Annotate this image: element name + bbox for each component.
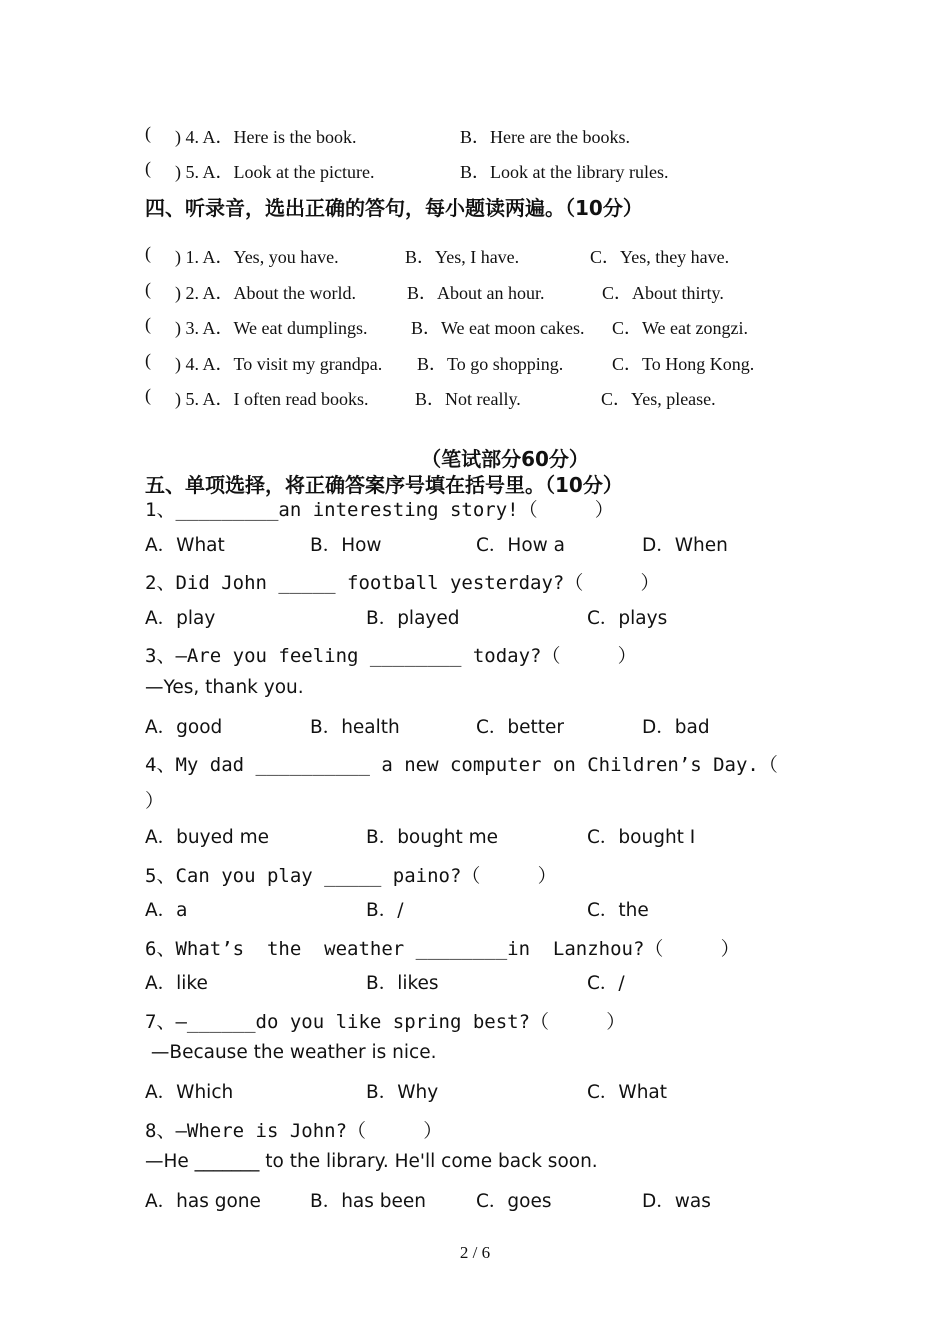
answer-paren: ( xyxy=(145,123,151,143)
question-3-stem: 3、—Are you feeling ________ today?（ ） xyxy=(145,645,637,667)
option-a: ) 4. A．Here is the book. xyxy=(175,127,357,147)
answer-paren: ( xyxy=(145,243,151,263)
option-d: D．When xyxy=(642,535,728,556)
option-c: C．Yes, they have. xyxy=(590,247,730,267)
option-a: ) 3. A．We eat dumplings. xyxy=(175,318,368,338)
option-b: B．likes xyxy=(366,973,439,994)
option-a: A．has gone xyxy=(145,1191,261,1212)
section-5-heading: 五、单项选择，将正确答案序号填在括号里。（10分） xyxy=(145,473,623,497)
option-a: A．buyed me xyxy=(145,827,269,848)
option-a: A．What xyxy=(145,535,225,556)
option-c: C．plays xyxy=(587,608,668,629)
option-c: C．bought I xyxy=(587,827,696,848)
option-b: B．Look at the library rules. xyxy=(460,162,669,182)
option-a: ) 5. A．I often read books. xyxy=(175,389,369,409)
option-b: B．Yes, I have. xyxy=(405,247,520,267)
option-a: A．like xyxy=(145,973,208,994)
question-8-stem: 8、—Where is John?（ ） xyxy=(145,1120,443,1142)
option-a: A．Which xyxy=(145,1082,234,1103)
option-b: B．/ xyxy=(366,900,404,921)
option-c: C．To Hong Kong. xyxy=(612,354,755,374)
question-6-stem: 6、What’s the weather ________in Lanzhou?（ ） xyxy=(145,938,740,960)
option-b: B．bought me xyxy=(366,827,498,848)
option-c: C．Yes, please. xyxy=(601,389,716,409)
option-a: ) 2. A．About the world. xyxy=(175,283,356,303)
option-a: A．play xyxy=(145,608,216,629)
option-b: B．Why xyxy=(366,1082,439,1103)
option-c: C．better xyxy=(476,717,565,738)
option-a: ) 4. A．To visit my grandpa. xyxy=(175,354,383,374)
question-3-answer: —Yes, thank you. xyxy=(145,677,304,698)
question-2-stem: 2、Did John _____ football yesterday?（ ） xyxy=(145,572,660,594)
written-part-title: （笔试部分60分） xyxy=(421,447,589,471)
option-d: D．was xyxy=(642,1191,711,1212)
option-a: ) 1. A．Yes, you have. xyxy=(175,247,339,267)
section-4-heading: 四、听录音，选出正确的答句，每小题读两遍。（10分） xyxy=(145,196,643,220)
option-c: C．goes xyxy=(476,1191,552,1212)
option-c: C．We eat zongzi. xyxy=(612,318,749,338)
question-4-stem: 4、My dad __________ a new computer on Children’s Day.（ xyxy=(145,754,778,776)
question-4-stem-cont: ） xyxy=(145,790,165,812)
question-7-answer: —Because the weather is nice. xyxy=(145,1042,437,1063)
option-b: B．played xyxy=(366,608,460,629)
option-c: C．the xyxy=(587,900,649,921)
option-c: C．About thirty. xyxy=(602,283,724,303)
option-a: A．good xyxy=(145,717,223,738)
answer-paren: ( xyxy=(145,350,151,370)
option-b: B．How xyxy=(310,535,382,556)
answer-paren: ( xyxy=(145,158,151,178)
question-7-stem: 7、—______do you like spring best?（ ） xyxy=(145,1011,626,1033)
option-c: C．What xyxy=(587,1082,668,1103)
question-1-stem: 1、_________an interesting story!（ ） xyxy=(145,499,614,521)
answer-paren: ( xyxy=(145,385,151,405)
option-b: B．We eat moon cakes. xyxy=(411,318,585,338)
option-b: B．has been xyxy=(310,1191,427,1212)
option-b: B．To go shopping. xyxy=(417,354,564,374)
page-number: 2 / 6 xyxy=(459,1243,491,1262)
answer-paren: ( xyxy=(145,279,151,299)
option-b: B．health xyxy=(310,717,400,738)
question-8-answer: —He _______ to the library. He'll come back soon. xyxy=(145,1151,598,1172)
question-5-stem: 5、Can you play _____ paino?（ ） xyxy=(145,865,557,887)
option-d: D．bad xyxy=(642,717,710,738)
option-c: C．/ xyxy=(587,973,625,994)
option-b: B．Here are the books. xyxy=(460,127,630,147)
option-b: B．About an hour. xyxy=(407,283,545,303)
option-a: A．a xyxy=(145,900,188,921)
answer-paren: ( xyxy=(145,314,151,334)
option-a: ) 5. A．Look at the picture. xyxy=(175,162,375,182)
option-b: B．Not really. xyxy=(415,389,521,409)
option-c: C．How a xyxy=(476,535,565,556)
